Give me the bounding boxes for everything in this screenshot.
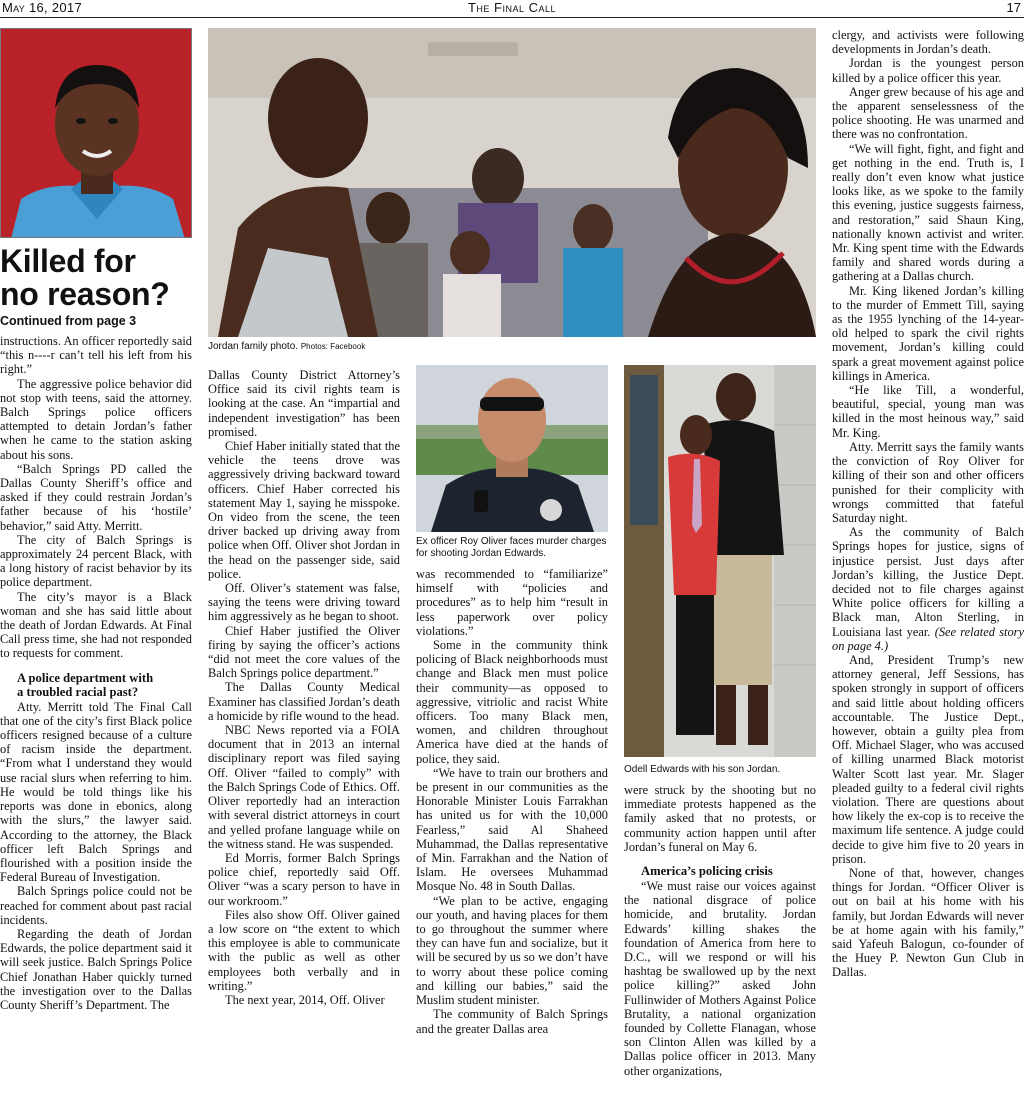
paragraph: The aggressive police behavior did not stop with teens, said the attorney. Balch Springs police officers attempted to detain Jordan’s father when he came to the station asking about his sons. (0, 376, 192, 462)
paragraph: The community of Balch Springs and the greater Dallas area (416, 1007, 608, 1036)
paragraph: was recommended to “familiarize” himself with “policies and procedures” as to help him “result in less paperwork over policy violations.” (416, 567, 608, 638)
continued-from: Continued from page 3 (0, 314, 137, 328)
family-photo-caption: Jordan family photo. Photos: Facebook (208, 341, 366, 352)
article-column-3 (416, 567, 608, 1106)
headline-line-1: Killed for (0, 243, 136, 279)
subheading: America’s policing crisis (641, 864, 773, 879)
paragraph: Dallas County District Attorney’s Office said its civil rights team is looking at the case. An “impartial and independent investigation” has been promised. (208, 368, 400, 439)
father-son-photo-illustration (624, 365, 816, 757)
paragraph: Ed Morris, former Balch Springs police chief, reportedly said Off. Oliver “was a scary person to have in our workroom.” (208, 850, 400, 908)
paragraph: Regarding the death of Jordan Edwards, the police department said it will seek justice. Balch Springs Police Chief Jonathan Haber quickly turned the investigation over to the Dallas County Sheriff’s Department. The (0, 926, 192, 1012)
paragraph: Atty. Merritt told The Final Call that one of the city’s first Black police officers resigned because of a culture of racism inside the department. “From what I understand they would use racial slurs when referring to him. He would be told things like his reports was done in ebonics, along with the slurs,” the lawyer said. According to the attorney, the Black officer left Balch Springs and flourished with a position inside the Federal Bureau of Investigation. (0, 699, 192, 885)
page-header (0, 0, 1024, 18)
paragraph: clergy, and activists were following developments in Jordan’s death. (832, 28, 1024, 57)
father-son-photo-caption: Odell Edwards with his son Jordan. (624, 764, 781, 775)
paragraph: And, President Trump’s new attorney general, Jeff Sessions, has spoken strongly in support of officers and said little about holding officers accountable. The Justice Dept., however, obtain a guilty plea from Off. Michael Slager, who was accused of killing unarmed Black motorist Walter Scott last year. Mr. Slager pleaded guilty to a federal civil rights violation. There are questions about how likely the ex-cop is to receive the maximum life sentence. A judge could decide to give him five to 20 years in prison. (832, 652, 1024, 866)
paragraph: “He like Till, a wonderful, beautiful, special, young man was killed in the most heinous way,” said Mr. King. (832, 383, 1024, 440)
paragraph: The city of Balch Springs is approximately 24 percent Black, with a long history of racist behavior by its police department. (0, 532, 192, 590)
article-column-4 (624, 783, 816, 1106)
paragraph: “We have to train our brothers and be present in our communities as the Honorable Minister Louis Farrakhan has united us for with the 10,000 Fearless,” said Al Shaheed Muhammad, the Dallas representative of Min. Farrakhan and the Nation of Islam. He oversees Muhammad Mosque No. 48 in South Dallas. (416, 765, 608, 894)
paragraph: Anger grew because of his age and the apparent senselessness of the police shooting. He was unarmed and there was no confrontation. (832, 84, 1024, 142)
jordan-portrait-photo (0, 28, 192, 238)
paragraph: NBC News reported via a FOIA document that in 2013 an internal disciplinary report was filed saying Off. Oliver “failed to comply” with the Balch Springs Code of Ethics. Off. Oliver reportedly had an interaction with several district attorneys in court and yelled profane language while on the witness stand. He was suspended. (208, 723, 400, 851)
portrait-illustration (1, 29, 192, 238)
paragraph: Balch Springs police could not be reached for comment about past racial incidents. (0, 884, 192, 927)
paragraph: Off. Oliver’s statement was false, saying the teens were driving toward him aggressively as he began to shoot. (208, 581, 400, 624)
paragraph: Some in the community think policing of Black neighborhoods must change and Black men must police their community—as opposed to aggressive, vitriolic and racist White officers. Too many Black men, women, and children throughout America have died at the hands of police, they said. (416, 638, 608, 766)
headline-line-2: no reason? (0, 276, 170, 312)
headline (0, 245, 194, 311)
family-photo-illustration (208, 28, 816, 337)
paragraph: “Balch Springs PD called the Dallas County Sheriff’s office and asked if they could restrain Jordan’s father because of his ‘hostile’ behavior,” said Atty. Merritt. (0, 461, 192, 533)
article-column-5 (832, 28, 1024, 1106)
paragraph: instructions. An officer reportedly said “this n----r can’t tell his left from his right.” (0, 334, 192, 377)
paper-name: The Final Call (467, 0, 557, 15)
related-story-note: (See related story on page 4.) (832, 624, 1024, 653)
paragraph: “We plan to be active, engaging our youth, and having places for them to go throughout the summer where they can have fun and socialize, but it will be secured by us so we don’t have to worry about these police coming and killing our babies,” said the Muslim student minister. (416, 893, 608, 1008)
subheading: A police department with a troubled racial past? (17, 670, 154, 699)
officer-photo-caption: Ex officer Roy Oliver faces murder charges for shooting Jordan Edwards. (416, 536, 607, 559)
paragraph: None of that, however, changes things for Jordan. “Officer Oliver is out on bail at his home with his family, but Jordan Edwards will never be at home again with his family,” said Yafeuh Balogun, co-founder of the Huey P. Newton Gun Club in Dallas. (832, 865, 1024, 980)
article-column-2 (208, 368, 400, 1106)
paragraph: Chief Haber justified the Oliver firing by saying the officer’s actions “did not meet the core values of the Balch Springs police department.” (208, 623, 400, 681)
family-photo (208, 28, 816, 337)
paragraph: were struck by the shooting but no immediate protests happened as the family asked that no protests, or community action happen until after Jordan’s funeral on May 6. (624, 783, 816, 854)
paragraph: “We must raise our voices against the national disgrace of police homicide, and brutality. Jordan Edwards’ killing shakes the foundation of America from here to D.C., will we respond or will his hashtag be swallowed up by the next police killing?” asked John Fullinwider of Mothers Against Police Brutality, a national organization founded by Collette Flanagan, whose son Clinton Allen was killed by a Dallas police officer in 2013. Many other organizations, (624, 879, 816, 1078)
paragraph: Jordan is the youngest person killed by a police officer this year. (832, 56, 1024, 85)
page-number: 17 (1006, 0, 1021, 15)
officer-photo-illustration (416, 365, 608, 532)
paragraph: Files also show Off. Oliver gained a low score on “the extent to which this employee is able to communicate with the public as well as other employees both verbally and in writing.” (208, 907, 400, 993)
officer-photo (416, 365, 608, 532)
article-column-1 (0, 334, 192, 1106)
father-son-photo (624, 365, 816, 757)
paragraph: The Dallas County Medical Examiner has classified Jordan’s death a homicide by rifle wound to the head. (208, 680, 400, 723)
paragraph: Chief Haber initially stated that the vehicle the teens drove was aggressively driving backward toward officers. Chief Haber corrected his statement May 1, saying he misspoke. On video from the scene, the teen driver backed up driving away from police when Off. Oliver shot Jordan in the head on the passenger side, said police. (208, 439, 400, 581)
paragraph: The next year, 2014, Off. Oliver (225, 992, 385, 1007)
paragraph: “We will fight, fight, and fight and get nothing in the end. Truth is, I really don’t even know what justice looks like, as we spoke to the family this evening, justice suggests fairness, and restoration,” said Shaun King, nationally known activist and writer. Mr. King spent time with the Edwards family and shared words during a gathering at a Dallas church. (832, 141, 1024, 284)
issue-date: May 16, 2017 (2, 0, 82, 15)
paragraph: The city’s mayor is a Black woman and she has said little about the death of Jordan Edwards. At Final Call press time, she had not responded to requests for comment. (0, 589, 192, 661)
photo-credit: Photos: Facebook (300, 342, 366, 351)
paragraph: Mr. King likened Jordan’s killing to the murder of Emmett Till, saying as the 1955 lynching of the 14-year-old helped to spark the civil rights movement, Jordan’s killing could spark a great movement against police killings in America. (832, 283, 1024, 383)
paragraph: Atty. Merritt says the family wants the conviction of Roy Oliver for killing of their son and other officers punished for their complicity with wrongs committed that fateful Saturday night. (832, 439, 1024, 525)
paragraph: As the community of Balch Springs hopes for justice, signs of injustice persist. Just days after Jordan’s killing, the Justice Dept. decided not to file charges against White police officers for killing a Black man, Alton Sterling, in Louisiana last year. (See related story on page 4.) (832, 525, 1024, 653)
